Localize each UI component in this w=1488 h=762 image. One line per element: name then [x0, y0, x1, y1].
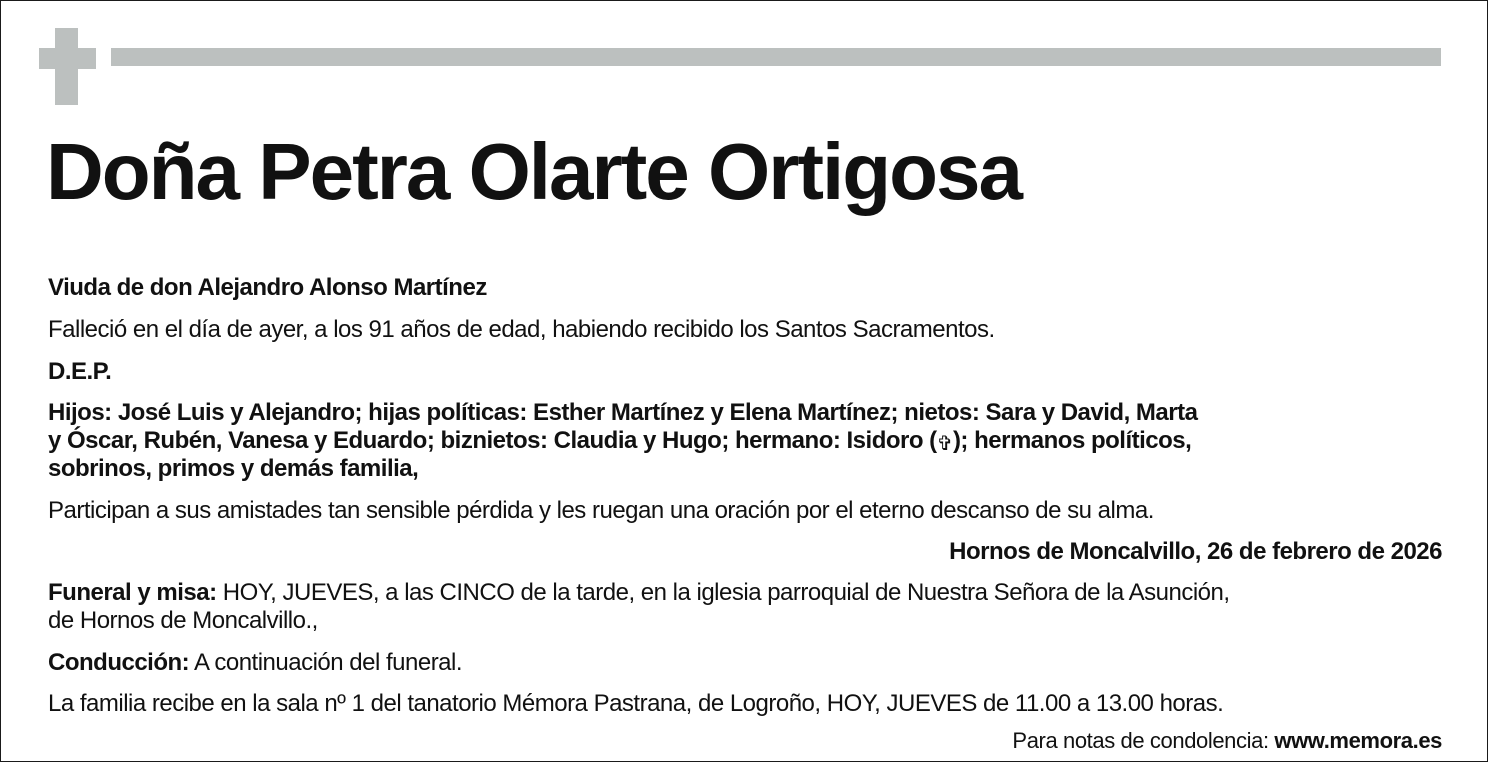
header-rule	[111, 48, 1441, 66]
family-line-1: Hijos: José Luis y Alejandro; hijas políticas: Esther Martínez y Elena Martínez; nietos: Sara y David, Marta	[48, 399, 1198, 426]
funeral-label: Funeral y misa:	[48, 579, 217, 606]
condolences-line	[1012, 727, 1442, 755]
deceased-name: Doña Petra Olarte Ortigosa	[46, 127, 1021, 216]
death-notice: Falleció en el día de ayer, a los 91 años de edad, habiendo recibido los Santos Sacramentos.	[48, 316, 995, 343]
place-date: Hornos de Moncalvillo, 26 de febrero de 2026	[949, 538, 1442, 565]
conduccion-text: A continuación del funeral.	[189, 649, 463, 676]
participation-text: Participan a sus amistades tan sensible pérdida y les ruegan una oración por el eterno descanso de su alma.	[48, 497, 1154, 524]
widow-of: Viuda de don Alejandro Alonso Martínez	[48, 274, 487, 301]
family-line-2a: y Óscar, Rubén, Vanesa y Eduardo; biznietos: Claudia y Hugo; hermano: Isidoro (	[48, 427, 937, 454]
condolences-link[interactable]: www.memora.es	[1274, 728, 1442, 753]
funeral-line-1	[48, 579, 1441, 607]
deceased-cross-icon: ✞	[936, 433, 953, 455]
wake-text: La familia recibe en la sala nº 1 del tanatorio Mémora Pastrana, de Logroño, HOY, JUEVES de 11.00 a 13.00 horas.	[48, 690, 1224, 717]
family-line-3: sobrinos, primos y demás familia,	[48, 455, 419, 482]
funeral-line-2: de Hornos de Moncalvillo.,	[48, 607, 318, 634]
conduccion-label: Conducción:	[48, 649, 190, 676]
family-line-2b: ); hermanos políticos,	[952, 427, 1192, 454]
cross-icon-bar	[39, 48, 96, 69]
funeral-text: HOY, JUEVES, a las CINCO de la tarde, en la iglesia parroquial de Nuestra Señora de la Asunción,	[216, 579, 1230, 606]
conduccion-line	[48, 649, 1441, 677]
family-line-2	[48, 427, 1441, 455]
condolences-label: Para notas de condolencia:	[1012, 728, 1275, 753]
dep-text: D.E.P.	[48, 358, 112, 385]
